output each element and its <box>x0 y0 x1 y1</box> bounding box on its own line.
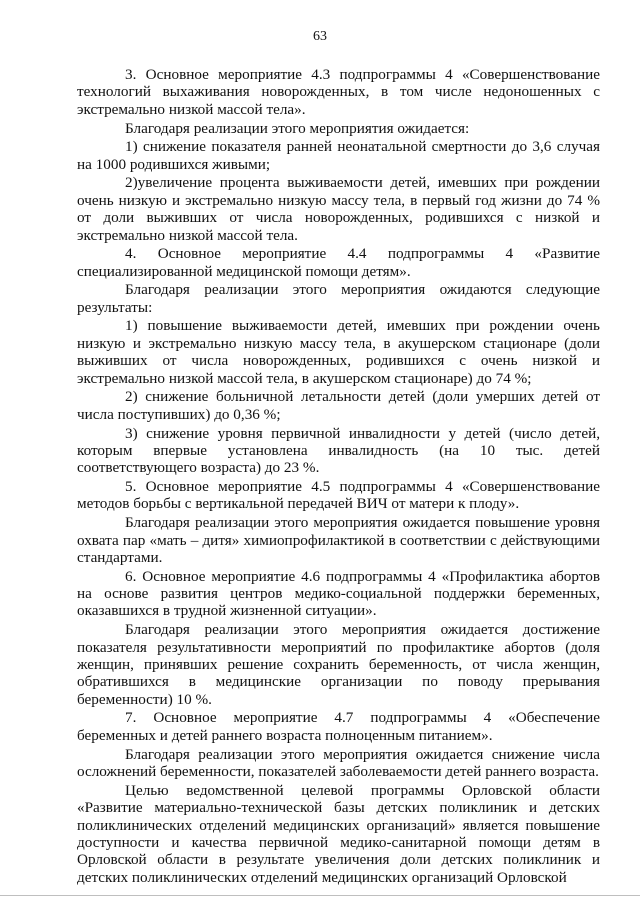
paragraph-expected-intro-4-3: Благодаря реализации этого мероприятия ожидается: <box>125 119 470 137</box>
paragraph-measure-4-4: 4. Основное мероприятие 4.4 подпрограммы 4 «Развитие специализированной медицинской помощи детям». <box>77 245 600 280</box>
paragraph-result-survival-first-year: 2)увеличение процента выживаемости детей, имевших при рождении очень низкую и экстремально низкую массу тела, в первый год жизни до 74 % от доли выживших от числа новорожденных, родившихся с низкой и экстремально низкой массой тела. <box>77 174 600 244</box>
page-number: 63 <box>313 29 327 44</box>
paragraph-result-nutrition: Благодаря реализации этого мероприятия ожидается снижение числа осложнений беременности, показателей заболеваемости детей раннего возраста. <box>77 745 600 780</box>
paragraph-result-hiv-prophylaxis: Благодаря реализации этого мероприятия ожидается повышение уровня охвата пар «мать – дитя» химиопрофилактикой в соответствии с действующими стандартами. <box>77 514 600 566</box>
page-bottom-edge <box>0 895 640 896</box>
paragraph-measure-4-7: 7. Основное мероприятие 4.7 подпрограммы 4 «Обеспечение беременных и детей раннего возраста полноценным питанием». <box>77 709 600 744</box>
paragraph-result-neonatal-mortality: 1) снижение показателя ранней неонатальной смертности до 3,6 случая на 1000 родившихся живыми; <box>77 138 600 173</box>
paragraph-measure-4-5: 5. Основное мероприятие 4.5 подпрограммы 4 «Совершенствование методов борьбы с вертикальной передачей ВИЧ от матери к плоду». <box>77 478 600 513</box>
paragraph-result-survival-maternity: 1) повышение выживаемости детей, имевших при рождении очень низкую и экстремально низкую массу тела, в акушерском стационаре (доли выживших от числа новорожденных, родившихся с очень низкой и экстремально низкой массой тела, в акушерском стационаре) до 74 %; <box>77 317 600 387</box>
paragraph-expected-intro-4-4: Благодаря реализации этого мероприятия ожидаются следующие результаты: <box>77 281 600 316</box>
paragraph-measure-4-3: 3. Основное мероприятие 4.3 подпрограммы 4 «Совершенствование технологий выхаживания новорожденных, в том числе недоношенных с экстремально низкой массой тела». <box>77 66 600 118</box>
document-body <box>77 66 600 887</box>
paragraph-result-abortion-prevention: Благодаря реализации этого мероприятия ожидается достижение показателя результативности мероприятий по профилактике абортов (доля женщин, принявших решение сохранить беременность, от числа женщин, обратившихся в медицинские организации по поводу прерывания беременности) 10 %. <box>77 621 600 708</box>
paragraph-measure-4-6: 6. Основное мероприятие 4.6 подпрограммы 4 «Профилактика абортов на основе развития центров медико-социальной поддержки беременных, оказавшихся в трудной жизненной ситуации». <box>77 567 600 620</box>
paragraph-result-hospital-lethality: 2) снижение больничной летальности детей (доли умерших детей от числа поступивших) до 0,36 %; <box>77 388 600 423</box>
paragraph-result-disability: 3) снижение уровня первичной инвалидности у детей (число детей, которым впервые установлена инвалидность (на 10 тыс. детей соответствующего возраста) до 23 %. <box>77 424 600 477</box>
paragraph-departmental-program: Целью ведомственной целевой программы Орловской области «Развитие материально-технической базы детских поликлиник и детских поликлинических отделений медицинских организаций» является повышение доступности и качества первичной медико-санитарной помощи детям в Орловской области в результате увеличения доли детских поликлиник и детских поликлинических отделений медицинских организаций Орловской <box>77 781 600 886</box>
